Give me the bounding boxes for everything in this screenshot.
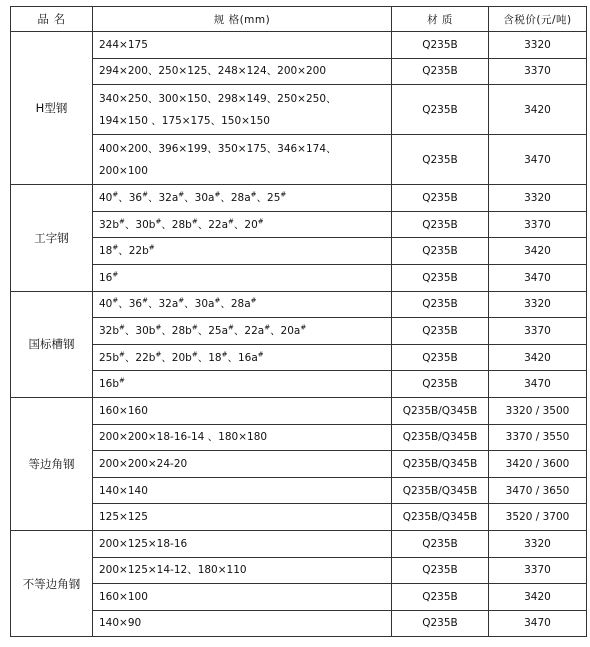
material-cell: Q235B bbox=[392, 318, 489, 345]
spec-line: 200×125×18-16 bbox=[99, 537, 188, 550]
price-cell: 3420 bbox=[489, 85, 587, 135]
spec-cell bbox=[93, 58, 392, 85]
price-cell: 3320 bbox=[489, 530, 587, 557]
table-row bbox=[11, 211, 587, 238]
spec-cell bbox=[93, 135, 392, 185]
spec-line: 16b# bbox=[99, 376, 125, 391]
spec-cell bbox=[93, 264, 392, 291]
price-cell: 3470 / 3650 bbox=[489, 477, 587, 504]
spec-line: 25b#、22b#、20b#、18#、16a# bbox=[99, 350, 264, 364]
spec-line: 400×200、396×199、350×175、346×174、 bbox=[99, 142, 337, 155]
spec-cell bbox=[93, 610, 392, 637]
table-row bbox=[11, 397, 587, 424]
material-cell: Q235B/Q345B bbox=[392, 424, 489, 451]
table-row bbox=[11, 451, 587, 478]
table-row bbox=[11, 318, 587, 345]
material-cell: Q235B bbox=[392, 530, 489, 557]
table-row bbox=[11, 58, 587, 85]
spec-cell bbox=[93, 238, 392, 265]
material-cell: Q235B bbox=[392, 264, 489, 291]
spec-cell bbox=[93, 477, 392, 504]
price-cell: 3520 / 3700 bbox=[489, 504, 587, 531]
product-name-cell: 等边角钢 bbox=[11, 397, 93, 530]
spec-line: 140×140 bbox=[99, 484, 148, 497]
material-cell: Q235B bbox=[392, 557, 489, 584]
spec-cell bbox=[93, 530, 392, 557]
spec-line: 16# bbox=[99, 270, 119, 284]
material-cell: Q235B bbox=[392, 584, 489, 611]
price-cell: 3370 bbox=[489, 318, 587, 345]
spec-line: 40#、36#、32a#、30a#、28a#、25# bbox=[99, 190, 287, 204]
header-product-name: 品 名 bbox=[11, 7, 93, 32]
table-row bbox=[11, 32, 587, 59]
spec-line: 194×150 、175×175、150×150 bbox=[99, 114, 270, 127]
spec-line: 200×125×14-12、180×110 bbox=[99, 564, 247, 577]
table-row bbox=[11, 371, 587, 398]
product-name-cell: 不等边角钢 bbox=[11, 530, 93, 636]
material-cell: Q235B/Q345B bbox=[392, 451, 489, 478]
material-cell: Q235B bbox=[392, 344, 489, 371]
spec-cell bbox=[93, 211, 392, 238]
material-cell: Q235B bbox=[392, 58, 489, 85]
price-cell: 3370 / 3550 bbox=[489, 424, 587, 451]
price-cell: 3370 bbox=[489, 557, 587, 584]
spec-line: 160×160 bbox=[99, 404, 148, 417]
material-cell: Q235B/Q345B bbox=[392, 477, 489, 504]
material-cell: Q235B bbox=[392, 85, 489, 135]
spec-cell bbox=[93, 344, 392, 371]
spec-cell bbox=[93, 424, 392, 451]
price-cell: 3470 bbox=[489, 610, 587, 637]
spec-cell bbox=[93, 584, 392, 611]
spec-line: 160×100 bbox=[99, 590, 148, 603]
product-name-cell: H型钢 bbox=[11, 32, 93, 185]
spec-line: 200×100 bbox=[99, 164, 148, 177]
steel-price-table bbox=[10, 6, 587, 637]
price-cell: 3370 bbox=[489, 58, 587, 85]
material-cell: Q235B/Q345B bbox=[392, 504, 489, 531]
price-cell: 3370 bbox=[489, 211, 587, 238]
spec-cell bbox=[93, 185, 392, 212]
product-name-cell: 工字钢 bbox=[11, 185, 93, 291]
spec-cell bbox=[93, 504, 392, 531]
price-cell: 3320 bbox=[489, 32, 587, 59]
table-row bbox=[11, 584, 587, 611]
spec-cell bbox=[93, 451, 392, 478]
spec-line: 40#、36#、32a#、30a#、28a# bbox=[99, 296, 257, 311]
price-cell: 3470 bbox=[489, 135, 587, 185]
material-cell: Q235B bbox=[392, 32, 489, 59]
price-cell: 3420 bbox=[489, 238, 587, 265]
header-material: 材 质 bbox=[392, 7, 489, 32]
spec-cell bbox=[93, 291, 392, 318]
price-cell: 3420 / 3600 bbox=[489, 451, 587, 478]
spec-line: 140×90 bbox=[99, 617, 142, 630]
spec-cell bbox=[93, 557, 392, 584]
price-cell: 3420 bbox=[489, 584, 587, 611]
header-price: 含税价(元/吨) bbox=[489, 7, 587, 32]
table-row bbox=[11, 238, 587, 265]
table-row bbox=[11, 135, 587, 185]
table-row bbox=[11, 291, 587, 318]
price-cell: 3320 bbox=[489, 291, 587, 318]
material-cell: Q235B bbox=[392, 371, 489, 398]
table-row bbox=[11, 557, 587, 584]
material-cell: Q235B bbox=[392, 185, 489, 212]
spec-cell bbox=[93, 85, 392, 135]
table-row bbox=[11, 504, 587, 531]
spec-cell bbox=[93, 397, 392, 424]
spec-line: 244×175 bbox=[99, 38, 148, 51]
spec-line: 340×250、300×150、298×149、250×250、 bbox=[99, 92, 337, 105]
price-cell: 3470 bbox=[489, 264, 587, 291]
spec-cell bbox=[93, 318, 392, 345]
spec-line: 200×200×18-16-14 、180×180 bbox=[99, 431, 268, 444]
table-row bbox=[11, 344, 587, 371]
spec-line: 294×200、250×125、248×124、200×200 bbox=[99, 65, 327, 78]
price-cell: 3420 bbox=[489, 344, 587, 371]
material-cell: Q235B bbox=[392, 291, 489, 318]
spec-cell bbox=[93, 371, 392, 398]
table-row bbox=[11, 477, 587, 504]
spec-line: 32b#、30b#、28b#、22a#、20# bbox=[99, 217, 264, 231]
material-cell: Q235B bbox=[392, 610, 489, 637]
price-cell: 3470 bbox=[489, 371, 587, 398]
spec-line: 32b#、30b#、28b#、25a#、22a#、20a# bbox=[99, 323, 307, 337]
table-row bbox=[11, 264, 587, 291]
material-cell: Q235B bbox=[392, 135, 489, 185]
price-cell: 3320 / 3500 bbox=[489, 397, 587, 424]
header-row bbox=[11, 7, 587, 32]
material-cell: Q235B bbox=[392, 238, 489, 265]
material-cell: Q235B/Q345B bbox=[392, 397, 489, 424]
table-body bbox=[11, 32, 587, 637]
table-row bbox=[11, 610, 587, 637]
table-row bbox=[11, 424, 587, 451]
table-row bbox=[11, 185, 587, 212]
spec-line: 200×200×24-20 bbox=[99, 457, 188, 470]
spec-cell bbox=[93, 32, 392, 59]
material-cell: Q235B bbox=[392, 211, 489, 238]
spec-line: 18#、22b# bbox=[99, 243, 155, 258]
table-row bbox=[11, 530, 587, 557]
table-row bbox=[11, 85, 587, 135]
product-name-cell: 国标槽钢 bbox=[11, 291, 93, 397]
spec-line: 125×125 bbox=[99, 511, 148, 524]
header-spec: 规 格(mm) bbox=[93, 7, 392, 32]
price-cell: 3320 bbox=[489, 185, 587, 212]
